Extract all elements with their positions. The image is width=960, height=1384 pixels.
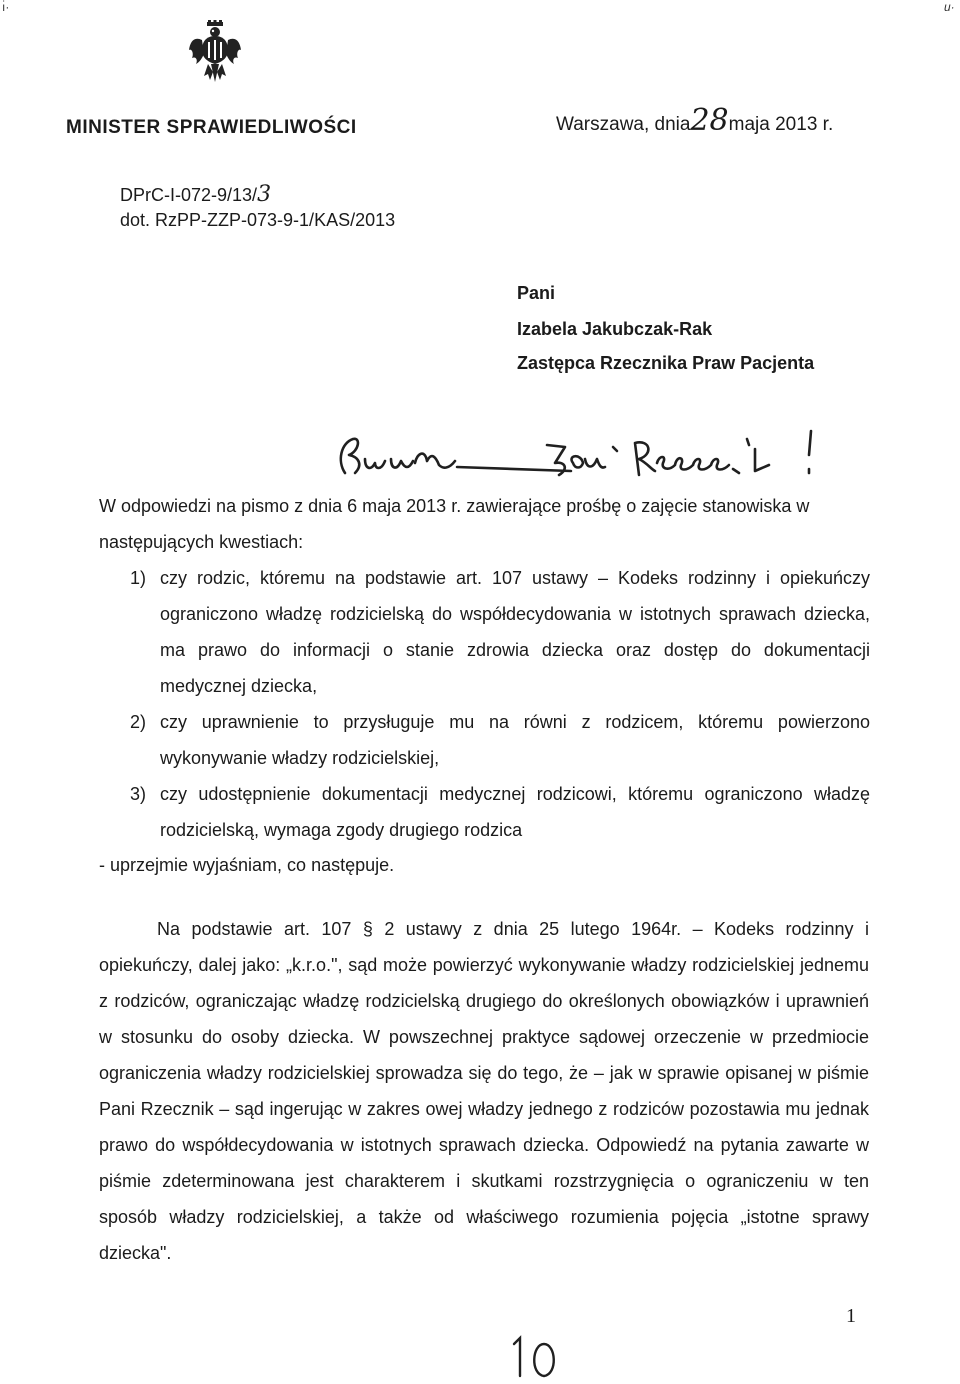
intro-paragraph: W odpowiedzi na pismo z dnia 6 maja 2013 r. zawierające prośbę o zajęcie stanowiska w następujących kwestiach:: [99, 496, 810, 552]
date-day-handwritten: 28: [690, 103, 729, 138]
addressee-name: Izabela Jakubczak-Rak: [517, 319, 713, 339]
question-number: 1): [130, 568, 147, 588]
question-item: [130, 704, 870, 776]
scan-mark-right: u·: [944, 0, 955, 14]
addressee-title: Zastępca Rzecznika Praw Pacjenta: [517, 353, 815, 373]
ministry-name: MINISTER SPRAWIEDLIWOŚCI: [66, 117, 357, 138]
page-number: 1: [846, 1305, 856, 1327]
regarding-reference: dot. RzPP-ZZP-073-9-1/KAS/2013: [120, 210, 396, 230]
case-number-printed: DPrC-I-072-9/13/: [120, 185, 258, 205]
case-number-handwritten: 3: [257, 182, 272, 207]
question-text: czy uprawnienie to przysługuje mu na równi z rodzicem, któremu powierzono wykonywanie władzy rodzicielskiej,: [160, 712, 870, 768]
question-number: 3): [130, 784, 147, 804]
handwritten-page-mark: [506, 1330, 566, 1380]
polish-eagle-crest-icon: [188, 20, 242, 84]
case-number: [120, 182, 271, 207]
question-number: 2): [130, 712, 147, 732]
date-prefix: Warszawa, dnia: [556, 114, 691, 135]
place-and-date: [556, 103, 833, 138]
body-paragraph: Na podstawie art. 107 § 2 ustawy z dnia 25 lutego 1964r. – Kodeks rodzinny i opiekuńczy, dalej jako: „k.r.o.", sąd może powierzyć wykonywanie władzy rodzicielskiej jednemu z rodziców, ograniczając władzę rodzicielską drugiego do określonych obowiązków i uprawnień w stosunku do osoby dziecka. W powszechnej praktyce sądowej orzeczenie w przedmiocie ograniczenia władzy rodzicielskiej sprowadza się do tego, że – jak w sprawie opisanej w piśmie Pani Rzecznik – sąd ingerując w zakres owej władzy jednego z rodziców pozostawia mu jednak prawo do współdecydowania w istotnych sprawach dziecka. Odpowiedź na pytania zawarte w piśmie zdeterminowana jest charakterem i skutkami rozstrzygnięcia o ograniczeniu w ten sposób władzy rodzicielskiej, a także od właściwego rozumienia pojęcia „istotne sprawy dziecka".: [99, 919, 869, 1263]
question-text: czy udostępnienie dokumentacji medycznej rodzicowi, któremu ograniczono władzę rodzicielską, wymaga zgody drugiego rodzica: [160, 784, 870, 840]
scan-mark-left: ı̇·: [2, 0, 10, 14]
question-item: [130, 776, 870, 848]
question-text: czy rodzic, któremu na podstawie art. 107 ustawy – Kodeks rodzinny i opiekuńczy ograniczono władzę rodzicielską do współdecydowania w istotnych sprawach dziecka, ma prawo do informacji o stanie zdrowia dziecka oraz dostęp do dokumentacji medycznej dziecka,: [160, 568, 870, 696]
closing-line: - uprzejmie wyjaśniam, co następuje.: [99, 855, 395, 875]
addressee-salutation-line: Pani: [517, 283, 556, 303]
handwritten-salutation: [335, 425, 835, 481]
question-item: [130, 560, 870, 704]
date-suffix: maja 2013 r.: [728, 114, 834, 135]
